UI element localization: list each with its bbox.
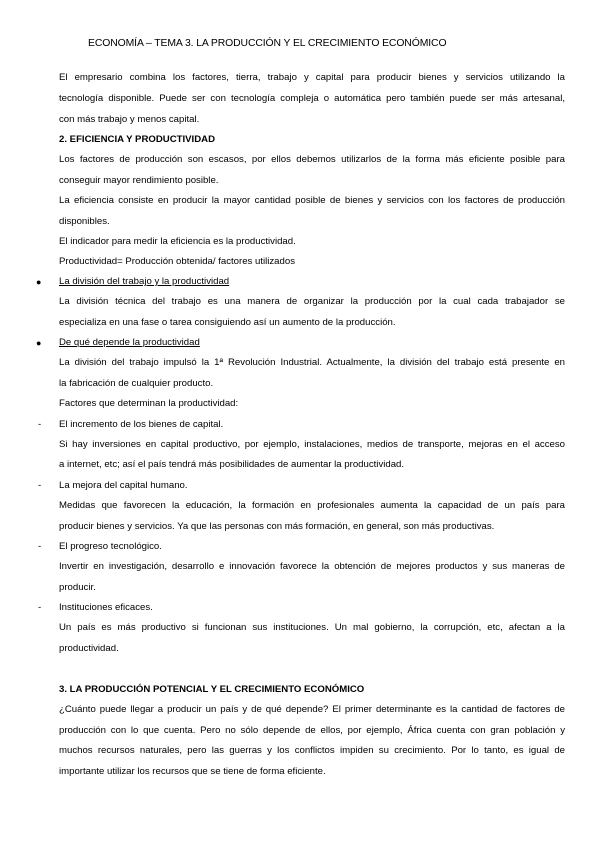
intro-line-3: con más trabajo y menos capital. bbox=[59, 114, 200, 125]
bullet-1-title: La división del trabajo y la productividad bbox=[59, 276, 230, 287]
s2-p1-line-1: Los factores de producción son escasos, por ellos debemos utilizarlos de la forma más eficiente posible para bbox=[59, 154, 565, 165]
factor-2-line-1: Medidas que favorecen la educación, la formación en profesionales aumenta la capacidad de un país para bbox=[59, 500, 565, 511]
intro-line-2: tecnología disponible. Puede ser con tecnología compleja o automática pero también puede ser más artesanal, bbox=[59, 93, 565, 104]
factor-2-dash: - bbox=[38, 480, 42, 491]
bullet-marker-2: ● bbox=[36, 338, 42, 348]
bullet-1-line-2: especializa en una fase o tarea consiguiendo así un aumento de la producción. bbox=[59, 317, 396, 328]
factor-3-line-1: Invertir en investigación, desarrollo e innovación favorece la obtención de mejores productos y sus maneras de bbox=[59, 561, 565, 572]
factor-4-line-1: Un país es más productivo si funcionan sus instituciones. Un mal gobierno, la corrupción, etc, afectan a la bbox=[59, 622, 565, 633]
s3-line-2: producción con lo que cuenta. Pero no sólo depende de ellos, por ejemplo, África cuenta con gran población y bbox=[59, 725, 565, 736]
factor-3-dash: - bbox=[38, 541, 42, 552]
page-header-title: ECONOMÍA – TEMA 3. LA PRODUCCIÓN Y EL CRECIMIENTO ECONÓMICO bbox=[88, 38, 447, 49]
bullet-2-line-2: la fabricación de cualquier producto. bbox=[59, 378, 214, 389]
bullet-1-line-1: La división técnica del trabajo es una manera de organizar la producción por la cual cada trabajador se bbox=[59, 296, 565, 307]
s2-p3: El indicador para medir la eficiencia es la productividad. bbox=[59, 236, 296, 247]
s3-line-1: ¿Cuánto puede llegar a producir un país y de qué depende? El primer determinante es la cantidad de factores de bbox=[59, 704, 565, 715]
bullet-2-title: De qué depende la productividad bbox=[59, 337, 200, 348]
factor-4-title: Instituciones eficaces. bbox=[59, 602, 153, 613]
s3-line-3: muchos recursos naturales, pero las guerras y los conflictos impiden su crecimiento. Por lo tanto, es igual de bbox=[59, 745, 565, 756]
factor-1-dash: - bbox=[38, 419, 42, 430]
factor-2-line-2: producir bienes y servicios. Ya que las personas con más formación, en general, son más productivas. bbox=[59, 521, 495, 532]
section-3-heading: 3. LA PRODUCCIÓN POTENCIAL Y EL CRECIMIENTO ECONÓMICO bbox=[59, 684, 365, 695]
factor-3-line-2: producir. bbox=[59, 582, 96, 593]
factors-intro: Factores que determinan la productividad: bbox=[59, 398, 239, 409]
factor-1-line-2: a internet, etc; así el país tendrá más posibilidades de aumentar la productividad. bbox=[59, 459, 405, 470]
bullet-marker-1: ● bbox=[36, 277, 42, 287]
factor-1-title: El incremento de los bienes de capital. bbox=[59, 419, 224, 430]
s2-p2-line-2: disponibles. bbox=[59, 216, 110, 227]
factor-2-title: La mejora del capital humano. bbox=[59, 480, 188, 491]
bullet-2-line-1: La división del trabajo impulsó la 1ª Revolución Industrial. Actualmente, la división del trabajo está presente en bbox=[59, 357, 565, 368]
factor-4-line-2: productividad. bbox=[59, 643, 119, 654]
s2-p1-line-2: conseguir mayor rendimiento posible. bbox=[59, 175, 219, 186]
s3-line-4: importante utilizar los recursos que se tiene de forma eficiente. bbox=[59, 766, 326, 777]
factor-1-line-1: Si hay inversiones en capital productivo, por ejemplo, instalaciones, medios de transporte, mejoras en el acceso bbox=[59, 439, 565, 450]
factor-3-title: El progreso tecnológico. bbox=[59, 541, 162, 552]
s2-p2-line-1: La eficiencia consiste en producir la mayor cantidad posible de bienes y servicios con los factores de producción bbox=[59, 195, 565, 206]
factor-4-dash: - bbox=[38, 602, 42, 613]
section-2-heading: 2. EFICIENCIA Y PRODUCTIVIDAD bbox=[59, 134, 216, 145]
intro-line-1: El empresario combina los factores, tierra, trabajo y capital para producir bienes y servicios utilizando la bbox=[59, 72, 565, 83]
s2-p4-formula: Productividad= Producción obtenida/ factores utilizados bbox=[59, 256, 295, 267]
